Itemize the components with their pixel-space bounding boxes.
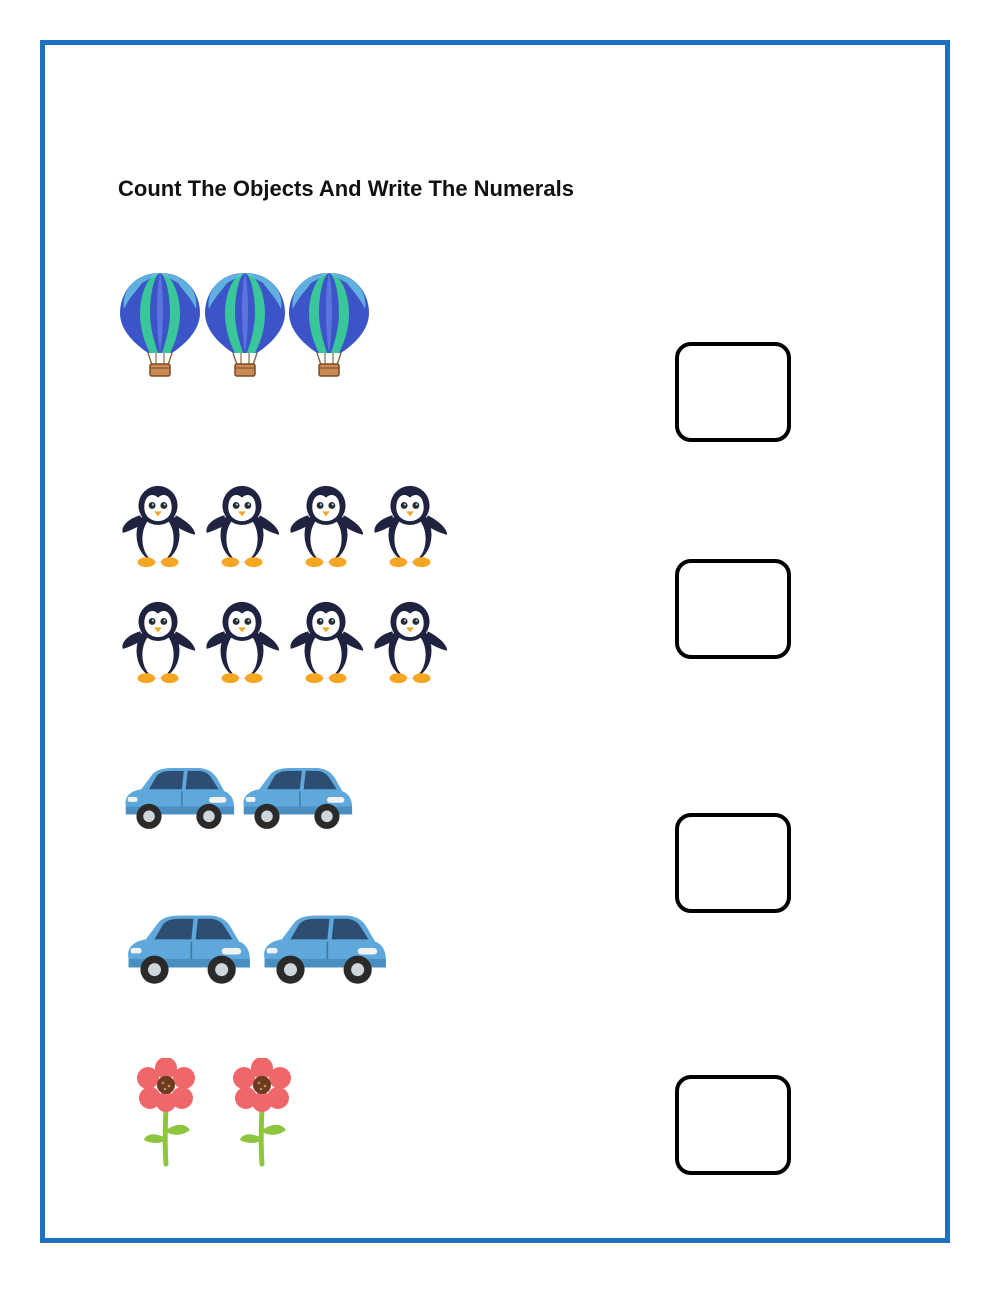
- car-count-answer[interactable]: [675, 813, 791, 913]
- flower-icon: [136, 1058, 196, 1168]
- flower-icon: [232, 1058, 292, 1168]
- worksheet-title: Count The Objects And Write The Numerals: [118, 176, 574, 201]
- flower-count-answer[interactable]: [675, 1075, 791, 1175]
- hot-air-balloon-icon: [287, 268, 371, 380]
- penguin-icon: [286, 598, 366, 686]
- car-icon: [238, 758, 354, 836]
- penguin-icon: [286, 482, 366, 570]
- car-icon: [258, 904, 388, 992]
- car-icon: [122, 904, 252, 992]
- penguin-icon: [370, 482, 450, 570]
- penguin-icon: [202, 598, 282, 686]
- penguin-count-answer[interactable]: [675, 559, 791, 659]
- hot-air-balloon-icon: [203, 268, 287, 380]
- balloon-count-answer[interactable]: [675, 342, 791, 442]
- penguin-icon: [370, 598, 450, 686]
- penguin-icon: [202, 482, 282, 570]
- penguin-icon: [118, 482, 198, 570]
- hot-air-balloon-icon: [118, 268, 202, 380]
- penguin-icon: [118, 598, 198, 686]
- car-icon: [120, 758, 236, 836]
